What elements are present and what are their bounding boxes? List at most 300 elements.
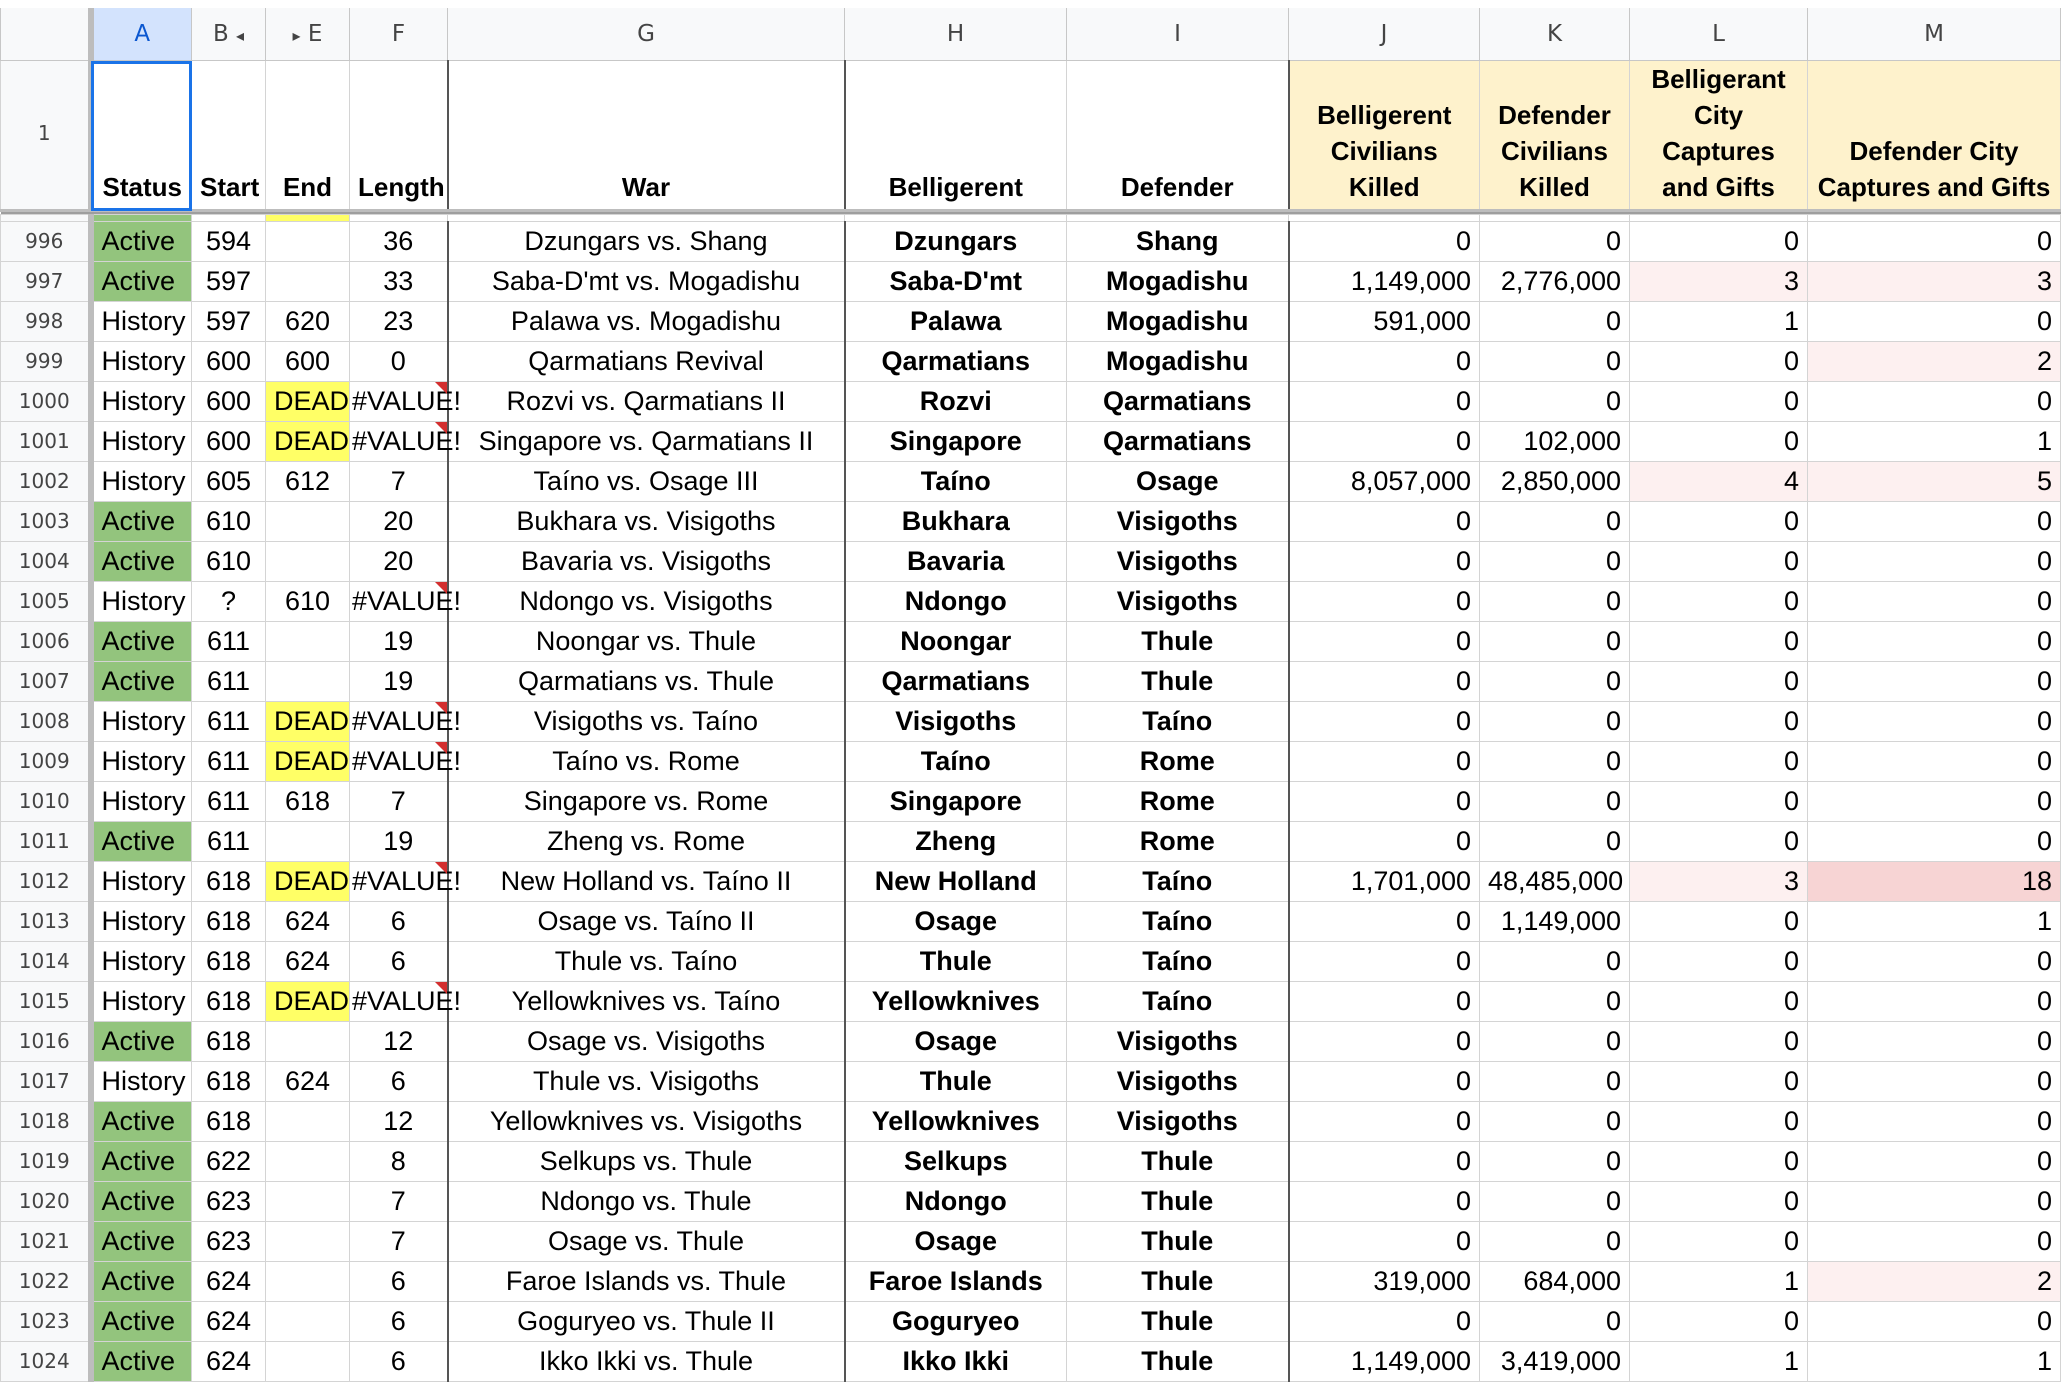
end-cell[interactable]: 624 [266, 1062, 350, 1102]
belligerent-cell[interactable]: Qarmatians [845, 342, 1067, 382]
status-cell[interactable]: Active [91, 1022, 192, 1062]
defender-civilians-cell[interactable]: 0 [1480, 542, 1630, 582]
row-number[interactable]: 999 [1, 342, 91, 382]
end-cell[interactable] [266, 1262, 350, 1302]
belligerent-cell[interactable]: Ikko Ikki [845, 1342, 1067, 1382]
end-cell[interactable] [266, 1182, 350, 1222]
war-cell[interactable]: Qarmatians Revival [448, 342, 845, 382]
length-cell[interactable]: 6 [350, 902, 448, 942]
belligerent-cell[interactable]: Singapore [845, 422, 1067, 462]
row-number[interactable]: 1004 [1, 542, 91, 582]
defender-cell[interactable]: Thule [1067, 1302, 1289, 1342]
defender-captures-cell[interactable]: 0 [1808, 302, 2061, 342]
select-all-corner[interactable] [1, 4, 91, 61]
start-cell[interactable]: ? [192, 582, 266, 622]
belligerent-civilians-cell[interactable]: 8,057,000 [1289, 462, 1480, 502]
war-cell[interactable]: Ndongo vs. Thule [448, 1182, 845, 1222]
defender-civilians-cell[interactable]: 0 [1480, 982, 1630, 1022]
header-war[interactable]: War [448, 61, 845, 211]
column-header-a[interactable]: A [91, 4, 192, 61]
end-cell[interactable] [266, 1342, 350, 1382]
row-number[interactable]: 1020 [1, 1182, 91, 1222]
belligerent-civilians-cell[interactable]: 0 [1289, 542, 1480, 582]
end-cell[interactable] [266, 1222, 350, 1262]
status-cell[interactable]: History [91, 982, 192, 1022]
defender-captures-cell[interactable]: 0 [1808, 822, 2061, 862]
war-cell[interactable]: Bavaria vs. Visigoths [448, 542, 845, 582]
column-header-e[interactable]: ▸ E [266, 4, 350, 61]
defender-civilians-cell[interactable]: 2,850,000 [1480, 462, 1630, 502]
war-cell[interactable]: Bukhara vs. Visigoths [448, 502, 845, 542]
belligerent-cell[interactable]: Rozvi [845, 382, 1067, 422]
length-cell[interactable]: 36 [350, 222, 448, 262]
start-cell[interactable]: 624 [192, 1342, 266, 1382]
start-cell[interactable]: 623 [192, 1182, 266, 1222]
belligerent-captures-cell[interactable]: 0 [1630, 822, 1808, 862]
belligerent-civilians-cell[interactable]: 0 [1289, 662, 1480, 702]
belligerent-cell[interactable]: Singapore [845, 782, 1067, 822]
header-status[interactable]: Status [91, 61, 192, 211]
defender-cell[interactable]: Visigoths [1067, 1022, 1289, 1062]
belligerent-captures-cell[interactable]: 0 [1630, 382, 1808, 422]
start-cell[interactable]: 611 [192, 742, 266, 782]
defender-cell[interactable]: Osage [1067, 462, 1289, 502]
defender-captures-cell[interactable]: 0 [1808, 542, 2061, 582]
column-header-j[interactable]: J [1289, 4, 1480, 61]
end-cell[interactable]: DEAD [266, 742, 350, 782]
defender-civilians-cell[interactable]: 0 [1480, 1182, 1630, 1222]
status-cell[interactable]: Active [91, 542, 192, 582]
header-defender-city-captures[interactable]: Defender City Captures and Gifts [1808, 61, 2061, 211]
length-cell[interactable]: 19 [350, 622, 448, 662]
belligerent-captures-cell[interactable]: 3 [1630, 262, 1808, 302]
defender-captures-cell[interactable]: 0 [1808, 942, 2061, 982]
defender-captures-cell[interactable]: 0 [1808, 382, 2061, 422]
row-number[interactable]: 1010 [1, 782, 91, 822]
column-header-i[interactable]: I [1067, 4, 1289, 61]
defender-civilians-cell[interactable]: 0 [1480, 502, 1630, 542]
end-cell[interactable]: DEAD [266, 982, 350, 1022]
defender-civilians-cell[interactable]: 0 [1480, 1222, 1630, 1262]
belligerent-captures-cell[interactable]: 0 [1630, 902, 1808, 942]
start-cell[interactable]: 618 [192, 902, 266, 942]
war-cell[interactable]: Ndongo vs. Visigoths [448, 582, 845, 622]
defender-captures-cell[interactable]: 3 [1808, 262, 2061, 302]
length-cell[interactable]: 19 [350, 662, 448, 702]
column-header-h[interactable]: H [845, 4, 1067, 61]
status-cell[interactable]: Active [91, 1182, 192, 1222]
defender-cell[interactable]: Rome [1067, 742, 1289, 782]
defender-captures-cell[interactable]: 1 [1808, 422, 2061, 462]
defender-civilians-cell[interactable]: 0 [1480, 342, 1630, 382]
end-cell[interactable]: DEAD [266, 862, 350, 902]
defender-cell[interactable]: Thule [1067, 662, 1289, 702]
defender-cell[interactable]: Qarmatians [1067, 422, 1289, 462]
defender-captures-cell[interactable]: 0 [1808, 222, 2061, 262]
belligerent-civilians-cell[interactable]: 0 [1289, 502, 1480, 542]
war-cell[interactable]: New Holland vs. Taíno II [448, 862, 845, 902]
war-cell[interactable]: Taíno vs. Rome [448, 742, 845, 782]
war-cell[interactable]: Yellowknives vs. Visigoths [448, 1102, 845, 1142]
row-number[interactable]: 1022 [1, 1262, 91, 1302]
status-cell[interactable]: History [91, 742, 192, 782]
defender-cell[interactable]: Visigoths [1067, 582, 1289, 622]
belligerent-civilians-cell[interactable]: 0 [1289, 382, 1480, 422]
defender-cell[interactable]: Qarmatians [1067, 382, 1289, 422]
defender-captures-cell[interactable]: 18 [1808, 862, 2061, 902]
end-cell[interactable]: DEAD [266, 382, 350, 422]
defender-captures-cell[interactable]: 0 [1808, 1182, 2061, 1222]
belligerent-cell[interactable]: Yellowknives [845, 1102, 1067, 1142]
length-cell[interactable]: 12 [350, 1102, 448, 1142]
defender-cell[interactable]: Thule [1067, 622, 1289, 662]
belligerent-cell[interactable]: Bukhara [845, 502, 1067, 542]
status-cell[interactable]: Active [91, 1142, 192, 1182]
row-number[interactable]: 1017 [1, 1062, 91, 1102]
war-cell[interactable]: Faroe Islands vs. Thule [448, 1262, 845, 1302]
belligerent-civilians-cell[interactable]: 0 [1289, 422, 1480, 462]
length-cell[interactable]: 20 [350, 542, 448, 582]
header-end[interactable]: End [266, 61, 350, 211]
defender-cell[interactable]: Taíno [1067, 702, 1289, 742]
status-cell[interactable]: History [91, 942, 192, 982]
comment-indicator-icon[interactable] [435, 422, 447, 434]
row-number[interactable]: 1024 [1, 1342, 91, 1382]
war-cell[interactable]: Thule vs. Visigoths [448, 1062, 845, 1102]
belligerent-captures-cell[interactable]: 0 [1630, 1102, 1808, 1142]
length-cell[interactable]: 7 [350, 462, 448, 502]
start-cell[interactable]: 618 [192, 862, 266, 902]
status-cell[interactable]: Active [91, 1102, 192, 1142]
status-cell[interactable]: History [91, 342, 192, 382]
column-header-l[interactable]: L [1630, 4, 1808, 61]
header-defender[interactable]: Defender [1067, 61, 1289, 211]
status-cell[interactable]: History [91, 702, 192, 742]
length-cell[interactable]: 6 [350, 1342, 448, 1382]
defender-civilians-cell[interactable]: 0 [1480, 302, 1630, 342]
defender-cell[interactable]: Rome [1067, 782, 1289, 822]
defender-cell[interactable]: Shang [1067, 222, 1289, 262]
defender-captures-cell[interactable]: 0 [1808, 982, 2061, 1022]
belligerent-captures-cell[interactable]: 0 [1630, 702, 1808, 742]
start-cell[interactable]: 610 [192, 542, 266, 582]
belligerent-civilians-cell[interactable]: 0 [1289, 982, 1480, 1022]
row-number[interactable]: 1012 [1, 862, 91, 902]
belligerent-civilians-cell[interactable]: 0 [1289, 1222, 1480, 1262]
belligerent-cell[interactable]: Osage [845, 902, 1067, 942]
belligerent-civilians-cell[interactable]: 0 [1289, 822, 1480, 862]
belligerent-captures-cell[interactable]: 0 [1630, 422, 1808, 462]
end-cell[interactable]: 610 [266, 582, 350, 622]
length-cell[interactable]: #VALUE! [350, 382, 448, 422]
war-cell[interactable]: Noongar vs. Thule [448, 622, 845, 662]
belligerent-captures-cell[interactable]: 0 [1630, 662, 1808, 702]
belligerent-civilians-cell[interactable]: 0 [1289, 1142, 1480, 1182]
belligerent-cell[interactable]: Selkups [845, 1142, 1067, 1182]
end-cell[interactable] [266, 822, 350, 862]
defender-captures-cell[interactable]: 0 [1808, 1302, 2061, 1342]
status-cell[interactable]: Active [91, 1342, 192, 1382]
length-cell[interactable]: 6 [350, 1062, 448, 1102]
defender-captures-cell[interactable]: 0 [1808, 1062, 2061, 1102]
defender-civilians-cell[interactable]: 0 [1480, 662, 1630, 702]
status-cell[interactable]: Active [91, 1262, 192, 1302]
belligerent-civilians-cell[interactable]: 1,149,000 [1289, 262, 1480, 302]
row-number[interactable]: 998 [1, 302, 91, 342]
end-cell[interactable] [266, 1022, 350, 1062]
belligerent-cell[interactable]: New Holland [845, 862, 1067, 902]
defender-civilians-cell[interactable]: 0 [1480, 1142, 1630, 1182]
end-cell[interactable] [266, 542, 350, 582]
status-cell[interactable]: Active [91, 622, 192, 662]
belligerent-cell[interactable]: Osage [845, 1222, 1067, 1262]
belligerent-captures-cell[interactable]: 0 [1630, 1062, 1808, 1102]
status-cell[interactable]: History [91, 462, 192, 502]
war-cell[interactable]: Singapore vs. Qarmatians II [448, 422, 845, 462]
length-cell[interactable]: 7 [350, 1222, 448, 1262]
belligerent-cell[interactable]: Noongar [845, 622, 1067, 662]
status-cell[interactable]: History [91, 902, 192, 942]
defender-cell[interactable]: Mogadishu [1067, 262, 1289, 302]
belligerent-captures-cell[interactable]: 0 [1630, 1182, 1808, 1222]
defender-captures-cell[interactable]: 0 [1808, 1022, 2061, 1062]
start-cell[interactable]: 611 [192, 622, 266, 662]
defender-captures-cell[interactable]: 0 [1808, 622, 2061, 662]
defender-civilians-cell[interactable]: 0 [1480, 382, 1630, 422]
status-cell[interactable]: History [91, 422, 192, 462]
belligerent-captures-cell[interactable]: 0 [1630, 1302, 1808, 1342]
defender-captures-cell[interactable]: 1 [1808, 902, 2061, 942]
belligerent-cell[interactable]: Faroe Islands [845, 1262, 1067, 1302]
belligerent-civilians-cell[interactable]: 0 [1289, 342, 1480, 382]
start-cell[interactable]: 618 [192, 982, 266, 1022]
war-cell[interactable]: Osage vs. Taíno II [448, 902, 845, 942]
defender-cell[interactable]: Visigoths [1067, 502, 1289, 542]
war-cell[interactable]: Yellowknives vs. Taíno [448, 982, 845, 1022]
comment-indicator-icon[interactable] [435, 862, 447, 874]
war-cell[interactable]: Taíno vs. Osage III [448, 462, 845, 502]
end-cell[interactable] [266, 222, 350, 262]
status-cell[interactable]: Active [91, 1302, 192, 1342]
belligerent-civilians-cell[interactable]: 319,000 [1289, 1262, 1480, 1302]
header-length[interactable]: Length [350, 61, 448, 211]
war-cell[interactable]: Saba-D'mt vs. Mogadishu [448, 262, 845, 302]
end-cell[interactable]: 624 [266, 942, 350, 982]
defender-civilians-cell[interactable]: 0 [1480, 742, 1630, 782]
belligerent-civilians-cell[interactable]: 0 [1289, 902, 1480, 942]
row-number[interactable]: 1013 [1, 902, 91, 942]
belligerent-captures-cell[interactable]: 0 [1630, 342, 1808, 382]
war-cell[interactable]: Goguryeo vs. Thule II [448, 1302, 845, 1342]
comment-indicator-icon[interactable] [435, 582, 447, 594]
end-cell[interactable]: 600 [266, 342, 350, 382]
defender-cell[interactable]: Mogadishu [1067, 342, 1289, 382]
belligerent-cell[interactable]: Ndongo [845, 582, 1067, 622]
belligerent-captures-cell[interactable]: 0 [1630, 502, 1808, 542]
row-number[interactable]: 1 [1, 61, 91, 211]
belligerent-captures-cell[interactable]: 0 [1630, 222, 1808, 262]
belligerent-civilians-cell[interactable]: 0 [1289, 702, 1480, 742]
defender-cell[interactable]: Mogadishu [1067, 302, 1289, 342]
row-number[interactable]: 1011 [1, 822, 91, 862]
war-cell[interactable]: Zheng vs. Rome [448, 822, 845, 862]
belligerent-captures-cell[interactable]: 0 [1630, 982, 1808, 1022]
start-cell[interactable]: 618 [192, 942, 266, 982]
length-cell[interactable]: 6 [350, 1262, 448, 1302]
length-cell[interactable]: #VALUE! [350, 582, 448, 622]
defender-cell[interactable]: Thule [1067, 1142, 1289, 1182]
belligerent-captures-cell[interactable]: 0 [1630, 1222, 1808, 1262]
defender-captures-cell[interactable]: 0 [1808, 662, 2061, 702]
row-number[interactable]: 1005 [1, 582, 91, 622]
row-number[interactable]: 1002 [1, 462, 91, 502]
belligerent-civilians-cell[interactable]: 0 [1289, 742, 1480, 782]
belligerent-cell[interactable]: Ndongo [845, 1182, 1067, 1222]
defender-cell[interactable]: Thule [1067, 1222, 1289, 1262]
war-cell[interactable]: Qarmatians vs. Thule [448, 662, 845, 702]
war-cell[interactable]: Osage vs. Thule [448, 1222, 845, 1262]
war-cell[interactable]: Palawa vs. Mogadishu [448, 302, 845, 342]
defender-cell[interactable]: Taíno [1067, 982, 1289, 1022]
comment-indicator-icon[interactable] [435, 982, 447, 994]
belligerent-captures-cell[interactable]: 1 [1630, 302, 1808, 342]
start-cell[interactable]: 611 [192, 662, 266, 702]
defender-civilians-cell[interactable]: 0 [1480, 222, 1630, 262]
defender-captures-cell[interactable]: 0 [1808, 782, 2061, 822]
row-number[interactable]: 1021 [1, 1222, 91, 1262]
defender-civilians-cell[interactable]: 2,776,000 [1480, 262, 1630, 302]
start-cell[interactable]: 622 [192, 1142, 266, 1182]
comment-indicator-icon[interactable] [435, 382, 447, 394]
status-cell[interactable]: Active [91, 662, 192, 702]
defender-cell[interactable]: Taíno [1067, 942, 1289, 982]
row-number[interactable]: 1000 [1, 382, 91, 422]
end-cell[interactable]: 618 [266, 782, 350, 822]
length-cell[interactable]: 19 [350, 822, 448, 862]
length-cell[interactable]: 6 [350, 942, 448, 982]
belligerent-cell[interactable]: Thule [845, 1062, 1067, 1102]
status-cell[interactable]: History [91, 782, 192, 822]
defender-captures-cell[interactable]: 0 [1808, 582, 2061, 622]
end-cell[interactable] [266, 1142, 350, 1182]
start-cell[interactable]: 594 [192, 222, 266, 262]
defender-civilians-cell[interactable]: 0 [1480, 622, 1630, 662]
defender-civilians-cell[interactable]: 1,149,000 [1480, 902, 1630, 942]
belligerent-civilians-cell[interactable]: 0 [1289, 1302, 1480, 1342]
row-number[interactable]: 1023 [1, 1302, 91, 1342]
column-header-b[interactable]: B ◂ [192, 4, 266, 61]
defender-civilians-cell[interactable]: 102,000 [1480, 422, 1630, 462]
belligerent-cell[interactable]: Qarmatians [845, 662, 1067, 702]
length-cell[interactable]: 6 [350, 1302, 448, 1342]
end-cell[interactable] [266, 262, 350, 302]
row-number[interactable]: 1016 [1, 1022, 91, 1062]
belligerent-captures-cell[interactable]: 0 [1630, 622, 1808, 662]
defender-cell[interactable]: Thule [1067, 1182, 1289, 1222]
war-cell[interactable]: Thule vs. Taíno [448, 942, 845, 982]
column-header-f[interactable]: F [350, 4, 448, 61]
status-cell[interactable]: Active [91, 1222, 192, 1262]
length-cell[interactable]: #VALUE! [350, 702, 448, 742]
start-cell[interactable]: 618 [192, 1022, 266, 1062]
length-cell[interactable]: 23 [350, 302, 448, 342]
start-cell[interactable]: 623 [192, 1222, 266, 1262]
belligerent-civilians-cell[interactable]: 0 [1289, 1062, 1480, 1102]
start-cell[interactable]: 597 [192, 262, 266, 302]
defender-civilians-cell[interactable]: 0 [1480, 782, 1630, 822]
defender-civilians-cell[interactable]: 3,419,000 [1480, 1342, 1630, 1382]
belligerent-captures-cell[interactable]: 0 [1630, 782, 1808, 822]
end-cell[interactable] [266, 622, 350, 662]
belligerent-civilians-cell[interactable]: 0 [1289, 1022, 1480, 1062]
end-cell[interactable]: DEAD [266, 422, 350, 462]
row-number[interactable]: 1006 [1, 622, 91, 662]
row-number[interactable]: 1019 [1, 1142, 91, 1182]
belligerent-captures-cell[interactable]: 4 [1630, 462, 1808, 502]
belligerent-cell[interactable]: Osage [845, 1022, 1067, 1062]
war-cell[interactable]: Visigoths vs. Taíno [448, 702, 845, 742]
defender-captures-cell[interactable]: 0 [1808, 1222, 2061, 1262]
status-cell[interactable]: History [91, 382, 192, 422]
belligerent-civilians-cell[interactable]: 0 [1289, 622, 1480, 662]
defender-captures-cell[interactable]: 5 [1808, 462, 2061, 502]
header-start[interactable]: Start [192, 61, 266, 211]
column-header-m[interactable]: M [1808, 4, 2061, 61]
belligerent-captures-cell[interactable]: 0 [1630, 542, 1808, 582]
belligerent-cell[interactable]: Bavaria [845, 542, 1067, 582]
row-number[interactable]: 1009 [1, 742, 91, 782]
row-number[interactable]: 1003 [1, 502, 91, 542]
belligerent-captures-cell[interactable]: 1 [1630, 1342, 1808, 1382]
start-cell[interactable]: 611 [192, 702, 266, 742]
defender-cell[interactable]: Visigoths [1067, 542, 1289, 582]
belligerent-civilians-cell[interactable]: 0 [1289, 942, 1480, 982]
end-cell[interactable] [266, 662, 350, 702]
column-header-g[interactable]: G [448, 4, 845, 61]
start-cell[interactable]: 605 [192, 462, 266, 502]
defender-captures-cell[interactable]: 0 [1808, 1102, 2061, 1142]
war-cell[interactable]: Singapore vs. Rome [448, 782, 845, 822]
defender-civilians-cell[interactable]: 48,485,000 [1480, 862, 1630, 902]
belligerent-captures-cell[interactable]: 0 [1630, 1022, 1808, 1062]
status-cell[interactable]: Active [91, 502, 192, 542]
row-number[interactable]: 1008 [1, 702, 91, 742]
start-cell[interactable]: 624 [192, 1302, 266, 1342]
belligerent-civilians-cell[interactable]: 0 [1289, 782, 1480, 822]
belligerent-captures-cell[interactable]: 1 [1630, 1262, 1808, 1302]
length-cell[interactable]: #VALUE! [350, 742, 448, 782]
start-cell[interactable]: 618 [192, 1062, 266, 1102]
defender-captures-cell[interactable]: 0 [1808, 1142, 2061, 1182]
length-cell[interactable]: 7 [350, 782, 448, 822]
defender-captures-cell[interactable]: 0 [1808, 502, 2061, 542]
defender-civilians-cell[interactable]: 684,000 [1480, 1262, 1630, 1302]
status-cell[interactable]: Active [91, 822, 192, 862]
defender-captures-cell[interactable]: 0 [1808, 742, 2061, 782]
belligerent-civilians-cell[interactable]: 0 [1289, 1102, 1480, 1142]
end-cell[interactable]: 624 [266, 902, 350, 942]
belligerent-cell[interactable]: Palawa [845, 302, 1067, 342]
belligerent-captures-cell[interactable]: 0 [1630, 582, 1808, 622]
belligerent-civilians-cell[interactable]: 591,000 [1289, 302, 1480, 342]
war-cell[interactable]: Dzungars vs. Shang [448, 222, 845, 262]
belligerent-captures-cell[interactable]: 0 [1630, 1142, 1808, 1182]
row-number[interactable]: 1001 [1, 422, 91, 462]
length-cell[interactable]: 12 [350, 1022, 448, 1062]
defender-civilians-cell[interactable]: 0 [1480, 822, 1630, 862]
belligerent-cell[interactable]: Taíno [845, 462, 1067, 502]
war-cell[interactable]: Osage vs. Visigoths [448, 1022, 845, 1062]
